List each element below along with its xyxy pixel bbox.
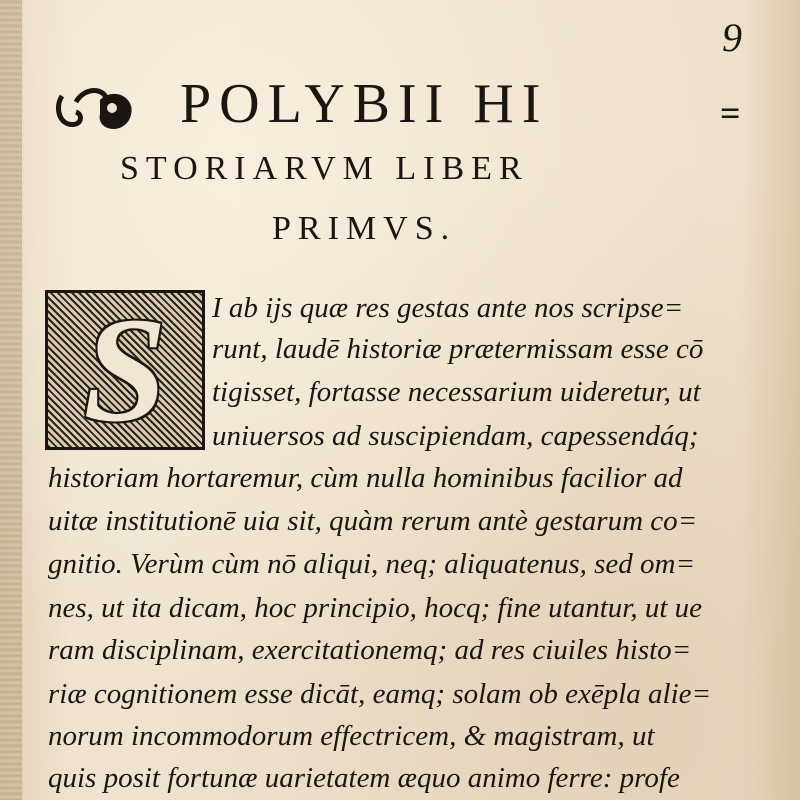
title-hyphen: = xyxy=(720,93,741,133)
initial-letter: S xyxy=(83,287,167,453)
body-line: norum incommodorum effectricem, & magistram, ut xyxy=(48,720,655,752)
body-line: historiam hortaremur, cùm nulla hominibus facilior ad xyxy=(48,462,683,494)
body-line: uniuersos ad suscipiendam, capessendáq; xyxy=(212,420,699,452)
body-line: runt, laudē historiæ prætermissam esse cō xyxy=(212,333,704,365)
body-line: riæ cognitionem esse dicāt, eamq; solam ob exēpla alie= xyxy=(48,678,712,710)
title-line-2: STORIARVM LIBER xyxy=(120,150,529,187)
body-line: I ab ijs quæ res gestas ante nos scripse= xyxy=(212,292,684,324)
page-gutter xyxy=(0,0,22,800)
body-line: nes, ut ita dicam, hoc principio, hocq; fine utantur, ut ue xyxy=(48,592,703,624)
fleuron-ornament-icon xyxy=(52,78,142,138)
body-line: ram disciplinam, exercitationemq; ad res ciuiles histo= xyxy=(48,634,692,666)
decorated-initial xyxy=(45,287,205,453)
title-line-1 xyxy=(180,72,800,136)
title-line-3: PRIMVS. xyxy=(272,210,457,247)
body-line: gnitio. Verùm cùm nō aliqui, neq; aliquatenus, sed om= xyxy=(48,548,696,580)
title-text-1: POLYBII HI xyxy=(180,73,549,135)
body-line: uitæ institutionē uia sit, quàm rerum antè gestarum co= xyxy=(48,505,698,537)
body-line: quis posit fortunæ uarietatem æquo animo ferre: profe xyxy=(48,762,680,794)
page-number: 9 xyxy=(722,15,742,60)
body-line: tigisset, fortasse necessarium uideretur, ut xyxy=(212,376,701,408)
